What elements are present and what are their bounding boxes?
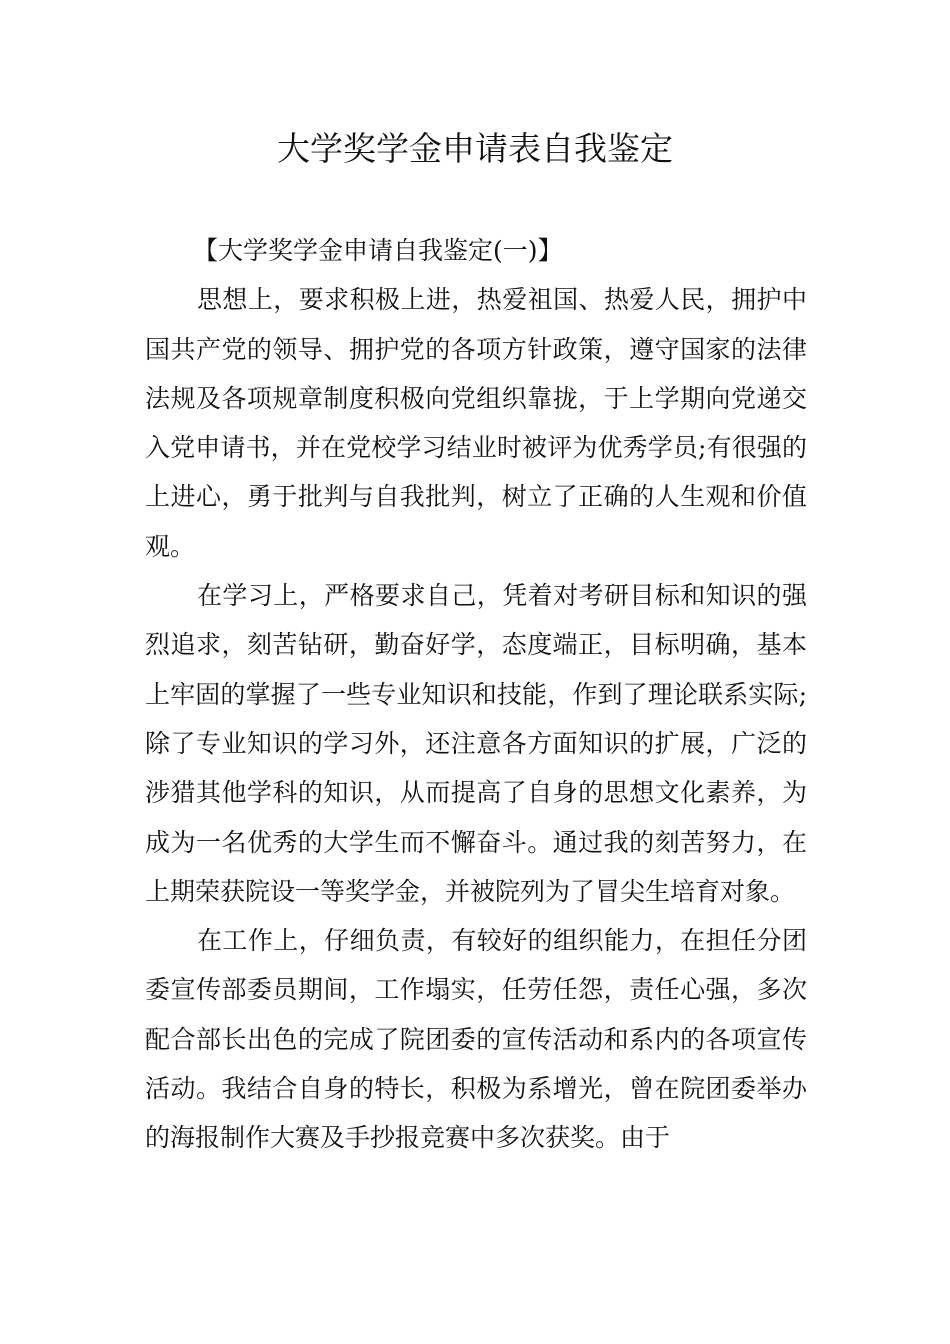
paragraph-work: 在工作上，仔细负责，有较好的组织能力，在担任分团委宣传部委员期间，工作塌实，任劳任怨，责任心强，多次配合部长出色的完成了院团委的宣传活动和系内的各项宣传活动。我结合自身的特长，积极为系增光，曾在院团委举办的海报制作大赛及手抄报竞赛中多次获奖。由于 [145, 926, 807, 1153]
document-body [145, 226, 807, 1163]
paragraph-ideology: 思想上，要求积极上进，热爱祖国、热爱人民，拥护中国共产党的领导、拥护党的各项方针政策，遵守国家的法律法规及各项规章制度积极向党组织靠拢，于上学期向党递交入党申请书，并在党校学习结业时被评为优秀学员;有很强的上进心，勇于批判与自我批判，树立了正确的人生观和价值观。 [145, 285, 807, 561]
section-heading: 【大学奖学金申请自我鉴定(一)】 [193, 236, 563, 265]
document-title: 大学奖学金申请表自我鉴定 [277, 129, 673, 168]
paragraph-study: 在学习上，严格要求自己，凭着对考研目标和知识的强烈追求，刻苦钻研，勤奋好学，态度端正，目标明确，基本上牢固的掌握了一些专业知识和技能，作到了理论联系实际;除了专业知识的学习外，还注意各方面知识的扩展，广泛的涉猎其他学科的知识，从而提高了自身的思想文化素养，为成为一名优秀的大学生而不懈奋斗。通过我的刻苦努力，在上期荣获院设一等奖学金，并被院列为了冒尖生培育对象。 [145, 581, 807, 906]
